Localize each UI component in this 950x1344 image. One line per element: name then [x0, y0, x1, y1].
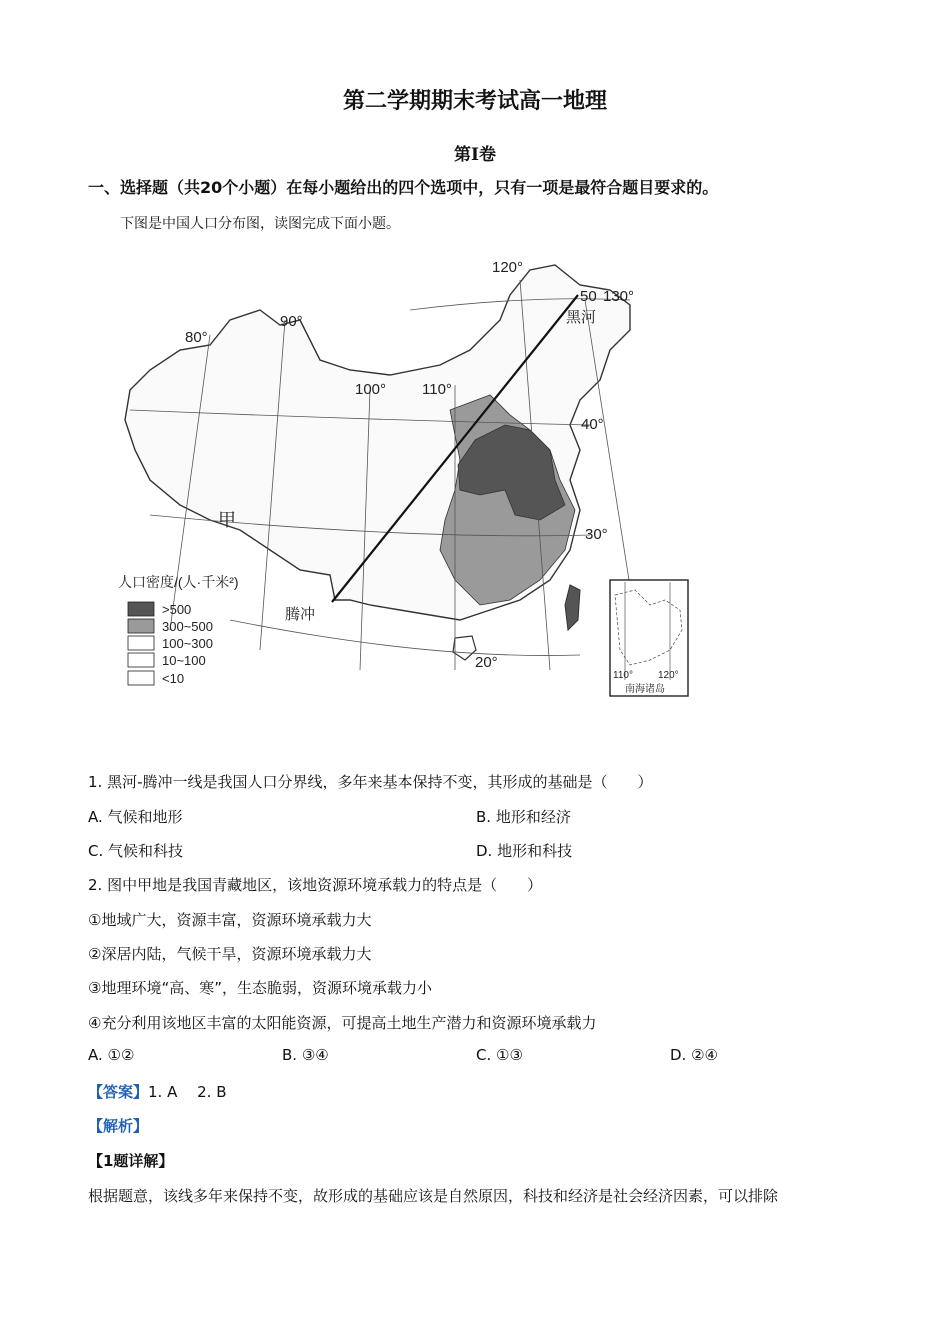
intro-text: 下图是中国人口分布图，读图完成下面小题。 [120, 216, 400, 232]
lat-label-50: 50 [580, 288, 597, 305]
lat-label-40: 40° [581, 416, 604, 433]
parallel-20 [230, 620, 580, 656]
question-2-statement-1: ①地域广大，资源丰富，资源环境承载力大 [88, 911, 372, 929]
label-jia: 甲 [218, 510, 236, 530]
question-2-option-a: A. ①② [88, 1046, 135, 1064]
legend-label-3: 100~300 [162, 636, 213, 651]
taiwan-island [565, 585, 580, 630]
answer-tag: 【答案】 [88, 1083, 149, 1101]
question-2-stem: 2. 图中甲地是我国青藏地区，该地资源环境承载力的特点是（ ） [88, 876, 543, 894]
china-outline [125, 265, 630, 620]
legend-swatch-2 [128, 619, 154, 633]
label-tengchong: 腾冲 [285, 606, 316, 623]
question-2-option-d: D. ②④ [670, 1046, 718, 1064]
legend-label-4: 10~100 [162, 653, 206, 668]
legend [128, 602, 213, 686]
answer-line [88, 1081, 227, 1102]
question-2-statement-2: ②深居内陆，气候干旱，资源环境承载力大 [88, 945, 372, 963]
lon-label-110: 110° [422, 381, 452, 398]
lon-label-90: 90° [280, 313, 303, 330]
question-1-option-b: B. 地形和经济 [476, 808, 571, 826]
inset-lon-120: 120° [658, 670, 679, 681]
lon-label-120: 120° [492, 259, 524, 276]
question-1-option-d: D. 地形和科技 [476, 842, 573, 860]
legend-title: 人口密度/(人·千米²) [118, 574, 239, 590]
lon-label-130: 130° [603, 288, 635, 305]
hainan-island [453, 636, 476, 660]
analysis-subheading: 【1题详解】 [88, 1152, 174, 1170]
question-1-stem: 1. 黑河-腾冲一线是我国人口分界线，多年来基本保持不变，其形成的基础是（ ） [88, 773, 653, 791]
question-2-statement-3: ③地理环境“高、寒”，生态脆弱，资源环境承载力小 [88, 979, 432, 997]
question-1-option-c: C. 气候和科技 [88, 842, 184, 860]
lon-label-100: 100° [355, 381, 387, 398]
question-2-statement-4: ④充分利用该地区丰富的太阳能资源，可提高土地生产潜力和资源环境承载力 [88, 1014, 597, 1032]
inset-caption: 南海诸岛 [625, 684, 665, 695]
page-title: 第二学期期末考试高一地理 [342, 88, 607, 114]
answer-text: 1. A 2. B [148, 1083, 227, 1101]
volume-label: 第Ⅰ卷 [454, 145, 496, 165]
legend-swatch-4 [128, 653, 154, 667]
legend-label-5: <10 [162, 671, 185, 686]
legend-label-2: 300~500 [162, 619, 213, 634]
analysis-text: 根据题意，该线多年来保持不变，故形成的基础应该是自然原因，科技和经济是社会经济因素，可以排除 [88, 1187, 779, 1205]
legend-swatch-1 [128, 602, 154, 616]
question-2-option-b: B. ③④ [282, 1046, 329, 1064]
inset-lon-110: 110° [613, 670, 633, 681]
lon-label-80: 80° [185, 329, 208, 346]
legend-swatch-5 [128, 671, 154, 685]
china-population-map [110, 250, 710, 700]
lat-label-30: 30° [585, 526, 608, 543]
label-heihe: 黑河 [566, 309, 597, 326]
lat-label-20: 20° [475, 654, 498, 671]
legend-swatch-3 [128, 636, 154, 650]
question-1-option-a: A. 气候和地形 [88, 808, 183, 826]
question-2-option-c: C. ①③ [476, 1046, 523, 1064]
analysis-tag: 【解析】 [88, 1117, 149, 1135]
legend-label-1: >500 [162, 602, 192, 617]
section-heading: 一、选择题（共20个小题）在每小题给出的四个选项中，只有一项是最符合题目要求的。 [88, 178, 719, 197]
south-china-sea-inset [610, 580, 688, 696]
